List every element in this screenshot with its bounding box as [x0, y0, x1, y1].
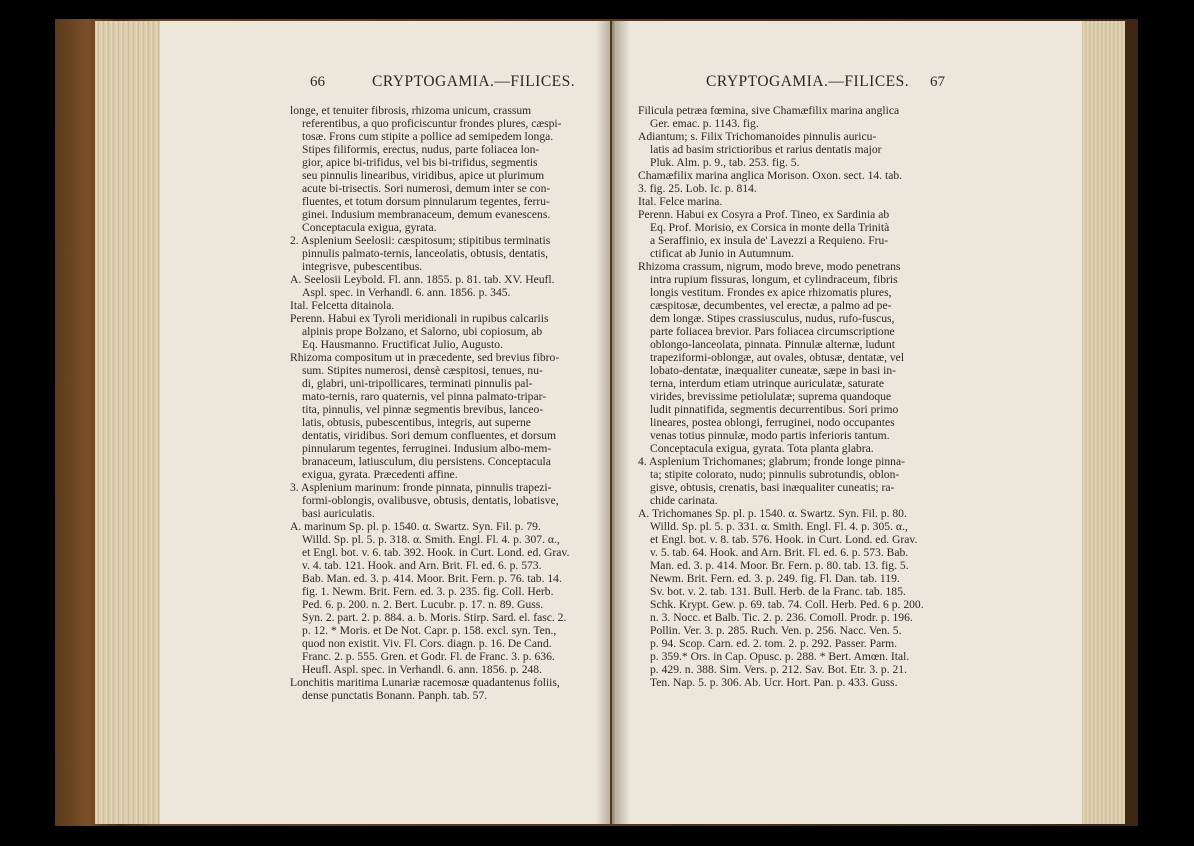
text-line: Perenn. Habui ex Cosyra a Prof. Tineo, ex Sardinia ab — [638, 208, 890, 221]
text-line: lobato-dentatæ, inæqualiter cuneatæ, sæpe in basi in- — [650, 364, 896, 377]
text-line: seu pinnulis linearibus, viridibus, apice ut plurimum — [302, 169, 545, 182]
text-line: Adiantum; s. Filix Trichomanoides pinnulis auricu- — [638, 130, 877, 143]
text-line: Ten. Nap. 5. p. 306. Ab. Ucr. Hort. Pan. p. 433. Guss. — [650, 676, 898, 689]
right-page-edges — [1080, 21, 1125, 824]
text-line: Ped. 6. p. 200. n. 2. Bert. Lucubr. p. 17. n. 89. Guss. — [302, 598, 544, 611]
text-line: Aspl. spec. in Verhandl. 6. ann. 1856. p. 345. — [302, 286, 511, 299]
text-line: Sv. bot. v. 2. tab. 131. Bull. Herb. de la Franc. tab. 185. — [650, 585, 906, 598]
text-line: 3. Asplenium marinum: fronde pinnata, pinnulis trapezi- — [290, 481, 552, 494]
text-line: 2. Asplenium Seelosii: cæspitosum; stipitibus terminatis — [290, 234, 551, 247]
text-line: gior, apice bi-trifidus, vel bis bi-trifidus, segmentis — [302, 156, 538, 169]
text-line: Conceptacula exigua, gyrata. — [302, 221, 437, 234]
text-line: integrisve, pubescentibus. — [302, 260, 423, 273]
text-line: Lonchitis maritima Lunariæ racemosæ quadantenus foliis, — [290, 676, 560, 689]
text-line: Syn. 2. part. 2. p. 884. a. b. Moris. Stirp. Sard. el. fasc. 2. — [302, 611, 567, 624]
text-line: Rhizoma compositum ut in præcedente, sed brevius fibro- — [290, 351, 560, 364]
text-line: Franc. 2. p. 555. Gren. et Godr. Fl. de Franc. 3. p. 636. — [302, 650, 555, 663]
text-line: Heufl. Aspl. spec. in Verhandl. 6. ann. 1856. p. 248. — [302, 663, 543, 676]
text-line: n. 3. Nocc. et Balb. Tic. 2. p. 236. Comoll. Prodr. p. 196. — [650, 611, 913, 624]
text-line: gisve, obtusis, crenatis, basi inæqualiter cuneatis; ra- — [650, 481, 895, 494]
left-page — [160, 21, 610, 824]
text-line: oblongo-lanceolata, pinnata. Pinnulæ alternæ, ludunt — [650, 338, 896, 351]
left-page-number: 66 — [310, 74, 325, 90]
text-line: v. 5. tab. 64. Hook. and Arn. Brit. Fl. ed. 6. p. 573. Bab. — [650, 546, 909, 559]
text-line: 3. fig. 25. Lob. Ic. p. 814. — [638, 182, 757, 195]
text-line: Eq. Hausmanno. Fructificat Julio, Augusto. — [302, 338, 503, 351]
text-line: alpinis prope Bolzano, et Salorno, ubi copiosum, ab — [302, 325, 543, 338]
text-line: formi-oblongis, ovalibusve, obtusis, dentatis, lobatisve, — [302, 494, 559, 507]
text-line: sum. Stipites numerosi, densè cæspitosi, tenues, nu- — [302, 364, 543, 377]
text-line: basi auriculatis. — [302, 507, 375, 520]
text-line: A. marinum Sp. pl. p. 1540. α. Swartz. Syn. Fil. p. 79. — [290, 520, 541, 533]
text-line: Filicula petræa fœmina, sive Chamæfilix marina anglica — [638, 104, 900, 117]
text-line: Newm. Brit. Fern. ed. 3. p. 249. fig. Fl. Dan. tab. 119. — [650, 572, 900, 585]
right-page-body — [638, 104, 958, 689]
left-page-header: CRYPTOGAMIA.—FILICES. — [372, 73, 576, 90]
text-line: dem longæ. Stipes crassiusculus, nudus, rufo-fuscus, — [650, 312, 895, 325]
text-line: et Engl. bot. v. 6. tab. 392. Hook. in Curt. Lond. ed. Grav. — [302, 546, 570, 559]
right-page-header: CRYPTOGAMIA.—FILICES. — [706, 73, 910, 90]
text-line: p. 429. n. 388. Sim. Vers. p. 212. Sav. Bot. Etr. 3. p. 21. — [650, 663, 908, 676]
text-line: tosæ. Frons cum stipite a pollice ad semipedem longa. — [302, 130, 554, 143]
text-line: Man. ed. 3. p. 414. Moor. Br. Fern. p. 80. tab. 13. fig. 5. — [650, 559, 909, 572]
text-line: parte foliacea brevior. Pars foliacea circumscriptione — [650, 325, 895, 338]
text-line: longe, et tenuiter fibrosis, rhizoma unicum, crassum — [290, 104, 532, 117]
text-line: Chamæfilix marina anglica Morison. Oxon. sect. 14. tab. — [638, 169, 903, 182]
text-line: Schk. Krypt. Gew. p. 69. tab. 74. Coll. Herb. Ped. 6 p. 200. — [650, 598, 924, 611]
text-line: Eq. Prof. Morisio, ex Corsica in monte della Trinità — [650, 221, 890, 234]
text-line: exigua, gyrata. Præcedenti affine. — [302, 468, 458, 481]
text-line: Ital. Felcetta ditainola. — [290, 299, 395, 312]
text-line: intra rupium fissuras, longum, et cylindraceum, fibris — [650, 273, 898, 286]
text-line: Rhizoma crassum, nigrum, modo breve, modo penetrans — [638, 260, 901, 273]
text-line: ludit pinnatifida, segmentis decurrentibus. Sori primo — [650, 403, 899, 416]
right-page-number: 67 — [930, 74, 945, 90]
text-line: p. 94. Scop. Carn. ed. 2. tom. 2. p. 292. Passer. Parm. — [650, 637, 897, 650]
text-line: mato-ternis, raro quaternis, vel pinna palmato-tripar- — [302, 390, 547, 403]
text-line: Willd. Sp. pl. 5. p. 318. α. Smith. Engl. Fl. 4. p. 307. α., — [302, 533, 560, 546]
text-line: terna, interdum etiam utrinque auriculatæ, saturate — [650, 377, 885, 390]
text-line: ta; stipite colorato, nudo; pinnulis subrotundis, oblon- — [650, 468, 900, 481]
text-line: pinnulis palmato-ternis, lanceolatis, obtusis, dentatis, — [302, 247, 549, 260]
text-line: latis, obtusis, pubescentibus, integris, aut superne — [302, 416, 531, 429]
text-line: v. 4. tab. 121. Hook. and Arn. Brit. Fl. ed. 6. p. 573. — [302, 559, 542, 572]
text-line: chide carinata. — [650, 494, 718, 507]
text-line: pinnularum tegentes, ferruginei. Indusium albo-mem- — [302, 442, 552, 455]
text-line: p. 359.* Ors. in Cap. Opusc. p. 288. * Bert. Amœn. Ital. — [650, 650, 910, 663]
text-line: a Seraffinio, ex insula de' Lavezzi a Requieno. Fru- — [650, 234, 889, 247]
text-line: Willd. Sp. pl. 5. p. 331. α. Smith. Engl. Fl. 4. p. 305. α., — [650, 520, 908, 533]
text-line: p. 12. * Moris. et De Not. Capr. p. 158. excl. syn. Ten., — [302, 624, 557, 637]
text-line: referentibus, a quo proficiscuntur frondes plures, cæspi- — [302, 117, 562, 130]
text-line: trapeziformi-oblongæ, aut ovales, obtusæ, dentatæ, vel — [650, 351, 905, 364]
text-line: Pollin. Ver. 3. p. 285. Ruch. Ven. p. 256. Nacc. Ven. 5. — [650, 624, 902, 637]
left-page-body — [290, 104, 572, 702]
text-line: Perenn. Habui ex Tyroli meridionali in rupibus calcariis — [290, 312, 549, 325]
text-line: cæspitosæ, decumbentes, vel erectæ, a palmo ad pe- — [650, 299, 892, 312]
text-line: ctificat ab Junio in Autumnum. — [650, 247, 794, 260]
text-line: et Engl. bot. v. 8. tab. 576. Hook. in Curt. Lond. ed. Grav. — [650, 533, 918, 546]
text-line: virides, brevissime petiolulatæ; suprema quandoque — [650, 390, 892, 403]
text-line: Conceptacula exigua, gyrata. Tota planta glabra. — [650, 442, 874, 455]
text-line: 4. Asplenium Trichomanes; glabrum; fronde longe pinna- — [638, 455, 905, 468]
text-line: lineares, postea oblongi, ferruginei, nodo occupantes — [650, 416, 895, 429]
text-line: quod non existit. Viv. Fl. Cors. diagn. p. 16. De Cand. — [302, 637, 552, 650]
text-line: di, glabri, uni-tripollicares, terminati pinnulis pal- — [302, 377, 533, 390]
text-line: acute bi-trisectis. Sori numerosi, demum inter se con- — [302, 182, 551, 195]
text-line: fluentes, et totum dorsum pinnularum tegentes, ferru- — [302, 195, 550, 208]
text-line: venas totius pinnulæ, modo partis inferioris tantum. — [650, 429, 890, 442]
text-line: ginei. Indusium membranaceum, demum evanescens. — [302, 208, 551, 221]
text-line: Ital. Felce marina. — [638, 195, 723, 208]
text-line: Ger. emac. p. 1143. fig. — [650, 117, 759, 130]
text-line: dense punctatis Bonann. Panph. tab. 57. — [302, 689, 488, 702]
left-page-edges — [95, 21, 163, 824]
text-line: Pluk. Alm. p. 9., tab. 253. fig. 5. — [650, 156, 800, 169]
text-line: dentatis, viridibus. Sori demum confluentes, et dorsum — [302, 429, 557, 442]
book-gutter — [596, 21, 630, 824]
right-page — [612, 21, 1082, 824]
text-line: Bab. Man. ed. 3. p. 414. Moor. Brit. Fern. p. 76. tab. 14. — [302, 572, 562, 585]
text-line: A. Seelosii Leybold. Fl. ann. 1855. p. 81. tab. XV. Heufl. — [290, 273, 555, 286]
text-line: A. Trichomanes Sp. pl. p. 1540. α. Swartz. Syn. Fil. p. 80. — [638, 507, 907, 520]
text-line: longis vestitum. Frondes ex apice rhizomatis plures, — [650, 286, 892, 299]
text-line: Stipes filiformis, erectus, nudus, parte foliacea lon- — [302, 143, 540, 156]
text-line: latis ad basim strictioribus et rarius dentatis major — [650, 143, 882, 156]
text-line: tita, pinnulis, vel pinnæ segmentis brevibus, lanceo- — [302, 403, 544, 416]
text-line: fig. 1. Newm. Brit. Fern. ed. 3. p. 235. fig. Coll. Herb. — [302, 585, 554, 598]
text-line: branaceum, latiusculum, diu persistens. Conceptacula — [302, 455, 551, 468]
